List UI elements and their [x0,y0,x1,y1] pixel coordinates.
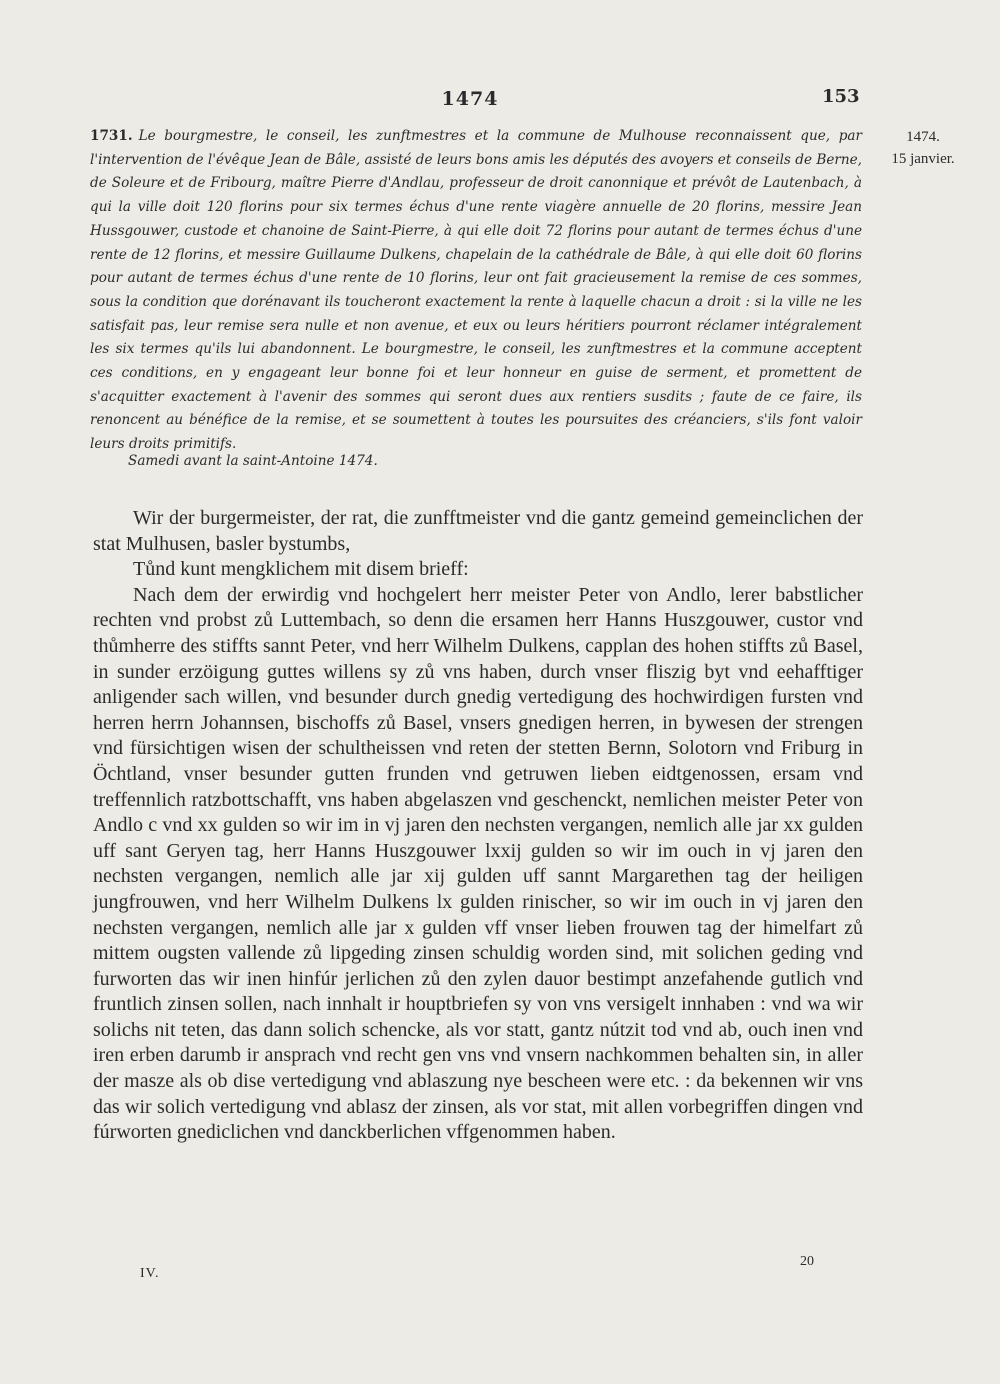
sheet-number: 20 [800,1254,814,1269]
margin-note-date: 15 janvier. [891,151,955,167]
running-header-year: 1474 [441,88,499,110]
entry-summary-text: Le bourgmestre, le conseil, les zunftmestres et la commune de Mulhouse reconnaissent que, par l'intervention de l'évêque Jean de Bâle, assisté de leurs bons amis les députés des avoyers et conseils de Berne, de Soleure et de Fribourg, maître Pierre d'Andlau, professeur de droit canonnique et prévôt de Lautenbach, à qui la ville doit 120 florins pour six termes échus d'une rente viagère annuelle de 20 florins, messire Jean Hussgouwer, custode et chanoine de Saint-Pierre, à qui elle doit 72 florins pour autant de termes échus d'une rente de 12 florins, et messire Guillaume Dulkens, chapelain de la cathédrale de Bâle, à qui elle doit 60 florins pour autant de termes échus d'une rente de 10 florins, leur ont fait gracieusement la remise de ces sommes, sous la condition que dorénavant ils toucheront exactement la rente à laquelle chacun a droit : si la ville ne les satisfait pas, leur remise sera nulle et non avenue, et eux ou leurs héritiers pourront réclamer intégralement les six termes qu'ils lui abandonnent. Le bourgmestre, le conseil, les zunftmestres et la commune acceptent ces conditions, en y engageant leur bonne foi et leur honneur en guise de serment, et promettent de s'acquitter exactement à l'avenir des sommes qui seront dues aux rentiers susdits ; faute de ce faire, ils renoncent au bénéfice de la remise, et se soumettent à toutes les poursuites des créanciers, s'ils font valoir leurs droits primitifs. [90,128,862,453]
entry-number: 1731. [90,128,133,144]
margin-note [868,126,978,170]
page-number: 153 [822,86,860,107]
charter-paragraph-1: Wir der burgermeister, der rat, die zunfftmeister vnd die gantz gemeind gemeinclichen der stat Mulhusen, basler bystumbs, [93,507,863,555]
charter-text [93,506,863,1146]
entry-summary [90,125,862,457]
signature-mark: IV. [140,1266,160,1281]
charter-paragraph-3: Nach dem der erwirdig vnd hochgelert herr meister Peter von Andlo, lerer babstlicher rechten vnd probst zů Luttembach, so denn die ersamen herr Hanns Huszgouwer, custor vnd thůmherre des stiffts sannt Peter, vnd herr Wilhelm Dulkens, capplan des hohen stiffts zů Basel, in sunder erzöigung guttes willens sy zů vns haben, durch vnser fliszig byt vnd eehafftiger anligender sach willen, vnd besunder durch gnedig vertedigung des hochwirdigen fursten vnd herren herrn Johannsen, bischoffs zů Basel, vnsers gnedigen herren, in bywesen der strengen vnd fürsichtigen wisen der schultheissen vnd reten der stetten Bernn, Solotorn vnd Friburg in Öchtland, vnser besunder gutten frunden vnd getruwen lieben eidtgenossen, ersam vnd treffennlich ratzbottschafft, vns haben abgelaszen vnd geschenckt, nemlichen meister Peter von Andlo c vnd xx gulden so wir im in vj jaren den nechsten vergangen, nemlich alle jar xx gulden uff sant Geryen tag, herr Hanns Huszgouwer lxxij gulden so wir im ouch in vj jaren den nechsten vergangen, nemlich alle jar xij gulden uff sannt Margarethen tag der heiligen jungfrouwen, vnd herr Wilhelm Dulkens lx gulden rinischer, so wir im ouch in vj jaren den nechsten vergangen, nemlich alle jar x gulden vff vnser lieben frouwen tag der himelfart zů mittem ougsten vallende zů lipgeding zinsen schuldig worden sind, mit solichen geding vnd furworten das wir inen hinfúr jerlichen zů den zylen dauor bestimpt anzefahende gutlich vnd fruntlich zinsen sollen, nach innhalt ir houptbriefen sy von vns versigelt innhaben : vnd wa wir solichs nit teten, das dann solich schencke, als vor statt, gantz nútzit tod vnd ab, ouch inen vnd iren erben darumb ir ansprach vnd recht gen vns vnd vnsern nachkommen behalten sin, in aller der masze als ob dise vertedigung vnd ablaszung nye bescheen were etc. : da bekennen wir vns das wir solich vertedigung vnd ablasz der zinsen, als vor stat, mit allen vorbegriffen dingen vnd fúrworten gnediclichen vnd danckberlichen vffgenommen haben. [93,583,863,1144]
charter-paragraph-2: Tůnd kunt mengklichem mit disem brieff: [133,558,469,581]
margin-note-year: 1474. [906,129,940,145]
entry-dateline: Samedi avant la saint-Antoine 1474. [128,453,378,469]
